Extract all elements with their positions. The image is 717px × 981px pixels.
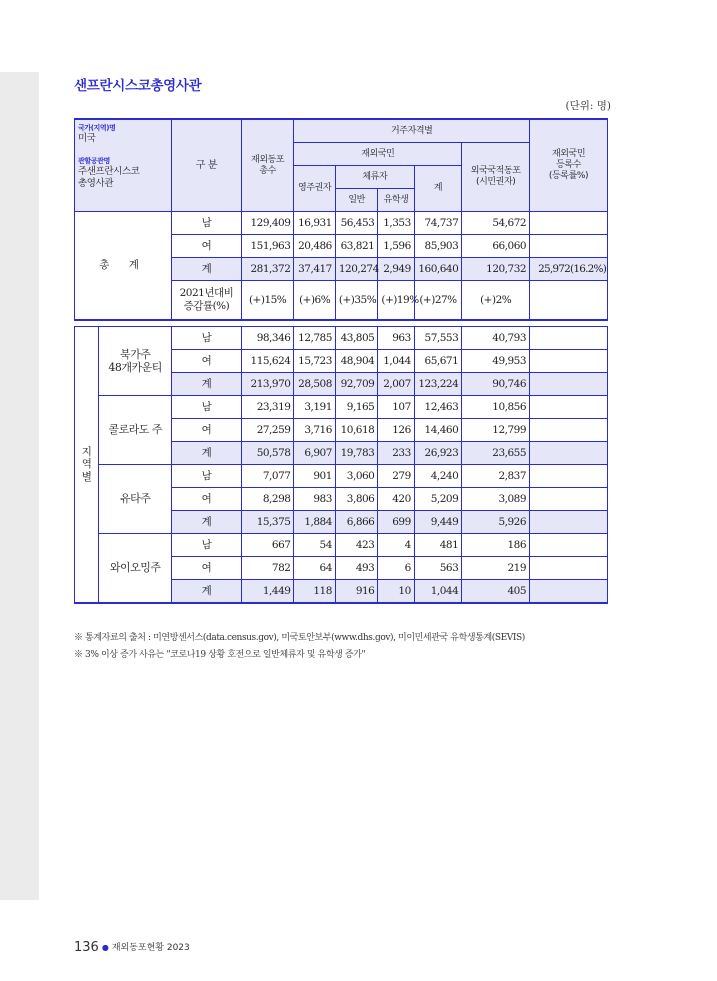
row-label: 남 — [172, 465, 242, 488]
table-cell: 115,624 — [241, 350, 294, 373]
table-cell: 50,578 — [241, 442, 294, 465]
table-cell: 8,298 — [241, 488, 294, 511]
table-cell: 74,737 — [414, 212, 462, 235]
table-cell: 26,923 — [414, 442, 462, 465]
table-cell: 65,671 — [414, 350, 462, 373]
table-cell: 25,972(16.2%) — [530, 258, 608, 281]
header-corner-cell — [75, 119, 172, 212]
table-cell: (+)15% — [241, 281, 294, 321]
table-cell: 7,077 — [241, 465, 294, 488]
table-cell: 63,821 — [335, 235, 377, 258]
table-cell: 213,970 — [241, 373, 294, 396]
row-label: 남 — [172, 327, 242, 350]
table-cell: 129,409 — [241, 212, 294, 235]
table-cell: (+)2% — [462, 281, 530, 321]
table-cell: 16,931 — [294, 212, 335, 235]
table-cell: 699 — [378, 511, 414, 534]
table-cell: 3,089 — [462, 488, 530, 511]
table-cell: 963 — [378, 327, 414, 350]
note-source: ※ 통계자료의 출처 : 미연방센서스(data.census.gov), 미국토안보부(www.dhs.gov), 미이민세관국 유학생통계(SEVIS) — [74, 633, 525, 643]
table-cell: 12,799 — [462, 419, 530, 442]
table-cell: 92,709 — [335, 373, 377, 396]
table-cell — [530, 281, 608, 321]
table-cell — [530, 580, 608, 604]
table-cell: 667 — [241, 534, 294, 557]
header-foreign: 외국국적동포 (시민권자) — [462, 143, 530, 212]
row-label-change: 2021년대비 증감률(%) — [172, 281, 242, 321]
table-cell: (+)19% — [378, 281, 414, 321]
table-cell: 57,553 — [414, 327, 462, 350]
table-cell — [530, 419, 608, 442]
region-name: 콜로라도 주 — [99, 396, 172, 465]
table-cell — [530, 235, 608, 258]
table-cell: 120,274 — [335, 258, 377, 281]
country-value: 미국 — [78, 133, 96, 145]
table-cell: 1,044 — [414, 580, 462, 604]
table-cell: 2,837 — [462, 465, 530, 488]
table-cell: 6 — [378, 557, 414, 580]
note-increase: ※ 3% 이상 증가 사유는 "코로나19 상황 호전으로 일반체류자 및 유학생 증가" — [74, 650, 366, 660]
row-label: 계 — [172, 442, 242, 465]
page-title: 샌프란시스코총영사관 — [74, 78, 202, 94]
header-subtotal: 계 — [414, 166, 462, 212]
table-cell: 1,884 — [294, 511, 335, 534]
table-row — [75, 465, 608, 488]
region-name: 북가주 48개카운티 — [99, 327, 172, 396]
statistics-table — [74, 118, 608, 321]
header-registered: 재외국민 등록수 (등록률%) — [530, 119, 608, 212]
regions-table — [74, 326, 608, 604]
table-cell: 118 — [294, 580, 335, 604]
table-cell: 98,346 — [241, 327, 294, 350]
header-category: 구 분 — [172, 119, 242, 212]
table-cell: 10,856 — [462, 396, 530, 419]
table-cell: 3,806 — [335, 488, 377, 511]
table-cell: 14,460 — [414, 419, 462, 442]
table-cell: 6,866 — [335, 511, 377, 534]
table-cell: 48,904 — [335, 350, 377, 373]
table-cell: (+)6% — [294, 281, 335, 321]
table-cell: 19,783 — [335, 442, 377, 465]
table-cell — [530, 534, 608, 557]
table-cell: 4 — [378, 534, 414, 557]
table-cell: 983 — [294, 488, 335, 511]
row-label-total: 계 — [172, 258, 242, 281]
publication-name: 재외동포현황 2023 — [111, 943, 190, 953]
table-cell: 120,732 — [462, 258, 530, 281]
table-cell: 9,165 — [335, 396, 377, 419]
table-cell: 15,375 — [241, 511, 294, 534]
table-cell: 43,805 — [335, 327, 377, 350]
table-cell — [530, 350, 608, 373]
row-label: 남 — [172, 534, 242, 557]
table-cell: 420 — [378, 488, 414, 511]
table-cell: 23,319 — [241, 396, 294, 419]
header-overseas-total: 재외동포 총수 — [241, 119, 294, 212]
row-label: 여 — [172, 419, 242, 442]
table-cell: 12,785 — [294, 327, 335, 350]
unit-label: (단위: 명) — [565, 100, 611, 112]
table-cell: 90,746 — [462, 373, 530, 396]
table-cell: 219 — [462, 557, 530, 580]
table-cell: 423 — [335, 534, 377, 557]
row-label: 여 — [172, 350, 242, 373]
table-cell: 28,508 — [294, 373, 335, 396]
country-label: 국가(지역)명 — [78, 124, 116, 132]
page-number: 136 — [74, 940, 99, 955]
table-cell: 10,618 — [335, 419, 377, 442]
table-cell: 54 — [294, 534, 335, 557]
table-cell — [530, 557, 608, 580]
region-name: 와이오밍주 — [99, 534, 172, 604]
table-cell — [530, 511, 608, 534]
table-cell: 15,723 — [294, 350, 335, 373]
table-cell: 493 — [335, 557, 377, 580]
bullet-dot-icon: ● — [101, 943, 109, 952]
row-label: 여 — [172, 557, 242, 580]
notes — [74, 630, 634, 664]
table-cell: 85,903 — [414, 235, 462, 258]
office-value-line2: 총영사관 — [78, 177, 114, 189]
table-cell: 5,926 — [462, 511, 530, 534]
row-label-male: 남 — [172, 212, 242, 235]
table-cell — [530, 488, 608, 511]
table-row — [75, 396, 608, 419]
table-row — [75, 327, 608, 350]
table-cell: 405 — [462, 580, 530, 604]
table-cell: 901 — [294, 465, 335, 488]
table-cell: 66,060 — [462, 235, 530, 258]
header-permanent: 영주권자 — [294, 166, 335, 212]
table-cell: 12,463 — [414, 396, 462, 419]
table-cell: 186 — [462, 534, 530, 557]
row-label: 계 — [172, 580, 242, 604]
table-cell — [530, 373, 608, 396]
region-side-label: 지 역 별 — [75, 327, 99, 604]
table-cell: 481 — [414, 534, 462, 557]
table-cell: 49,953 — [462, 350, 530, 373]
side-band — [0, 72, 39, 900]
header-students: 유학생 — [378, 189, 414, 212]
table-cell: 233 — [378, 442, 414, 465]
table-cell: 1,449 — [241, 580, 294, 604]
table-cell: 782 — [241, 557, 294, 580]
table-cell: (+)35% — [335, 281, 377, 321]
table-cell: 2,949 — [378, 258, 414, 281]
table-cell: 6,907 — [294, 442, 335, 465]
table-cell: 20,486 — [294, 235, 335, 258]
header-nationals: 재외국민 — [294, 143, 462, 166]
table-cell: 9,449 — [414, 511, 462, 534]
table-cell: 1,596 — [378, 235, 414, 258]
table-cell: 5,209 — [414, 488, 462, 511]
table-cell — [530, 327, 608, 350]
table-cell — [530, 442, 608, 465]
table-cell: 23,655 — [462, 442, 530, 465]
header-row-1 — [75, 119, 608, 143]
table-cell — [530, 212, 608, 235]
office-value-line1: 주샌프란시스코 — [78, 166, 140, 178]
table-cell: 151,963 — [241, 235, 294, 258]
header-sojourners: 체류자 — [335, 166, 414, 189]
table-cell: 10 — [378, 580, 414, 604]
table-cell: 40,793 — [462, 327, 530, 350]
office-label: 관할공관명 — [78, 156, 110, 165]
table-cell: 281,372 — [241, 258, 294, 281]
table-cell: 123,224 — [414, 373, 462, 396]
table-cell: 1,044 — [378, 350, 414, 373]
table-cell: 3,716 — [294, 419, 335, 442]
row-label: 계 — [172, 373, 242, 396]
table-cell: 1,353 — [378, 212, 414, 235]
row-label-female: 여 — [172, 235, 242, 258]
table-cell: 3,060 — [335, 465, 377, 488]
table-cell: 126 — [378, 419, 414, 442]
table-cell: 4,240 — [414, 465, 462, 488]
header-general: 일반 — [335, 189, 377, 212]
table-cell: 2,007 — [378, 373, 414, 396]
table-cell: 160,640 — [414, 258, 462, 281]
table-cell: 56,453 — [335, 212, 377, 235]
table-row — [75, 534, 608, 557]
row-label: 여 — [172, 488, 242, 511]
table-cell: 3,191 — [294, 396, 335, 419]
table-cell: 37,417 — [294, 258, 335, 281]
grand-total-label: 총 계 — [75, 212, 172, 321]
header-residence: 거주자격별 — [294, 119, 530, 143]
table-cell: 107 — [378, 396, 414, 419]
table-cell: 27,259 — [241, 419, 294, 442]
table-cell: 64 — [294, 557, 335, 580]
row-label: 남 — [172, 396, 242, 419]
table-cell: 563 — [414, 557, 462, 580]
table-row-grand-male — [75, 212, 608, 235]
table-cell: 54,672 — [462, 212, 530, 235]
page-footer — [74, 940, 190, 955]
table-cell: (+)27% — [414, 281, 462, 321]
table-cell: 279 — [378, 465, 414, 488]
table-cell: 916 — [335, 580, 377, 604]
table-cell — [530, 465, 608, 488]
region-name: 유타주 — [99, 465, 172, 534]
table-cell — [530, 396, 608, 419]
row-label: 계 — [172, 511, 242, 534]
